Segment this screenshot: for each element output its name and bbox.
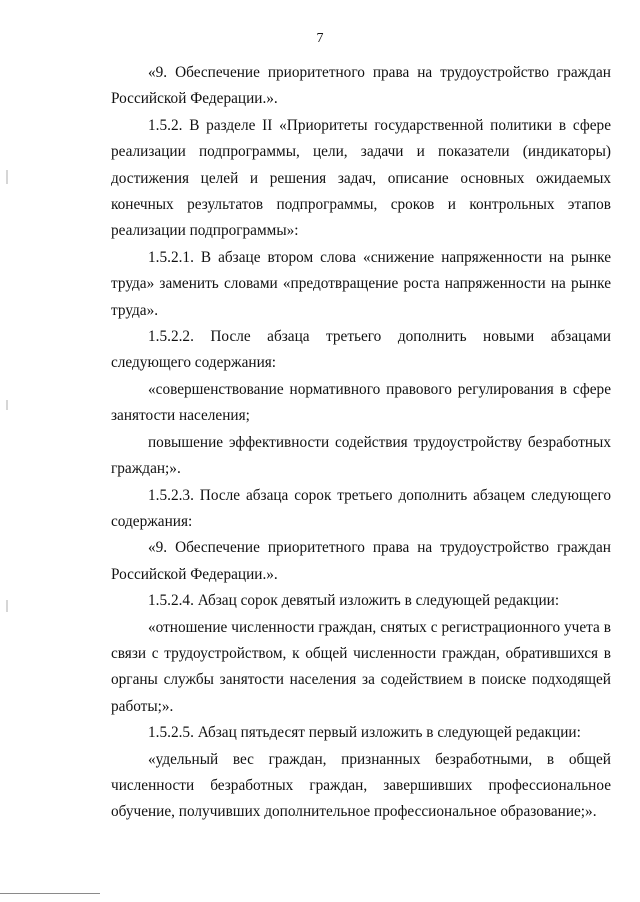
scan-artifact: [6, 170, 8, 184]
paragraph: 1.5.2. В разделе II «Приоритеты государственной политики в сфере реализации подпрограммы, цели, задачи и показатели (индикаторы) достижения целей и решения задач, описание основных ожидаемых конечных результатов подпрограммы, сроков и контрольных этапов реализации подпрограммы»:: [111, 116, 611, 240]
paragraph: 1.5.2.4. Абзац сорок девятый изложить в следующей редакции:: [148, 592, 560, 610]
paragraph: «9. Обеспечение приоритетного права на трудоустройство граждан Российской Федерации.».: [111, 64, 611, 108]
paragraph: 1.5.2.3. После абзаца сорок третьего дополнить абзацем следующего содержания:: [111, 486, 611, 530]
paragraph: повышение эффективности содействия трудоустройству безработных граждан;».: [111, 433, 611, 478]
page-number: 7: [316, 31, 324, 46]
paragraph: «удельный вес граждан, признанных безработными, в общей численности безработных граждан, завершивших профессиональное обучение, получивших дополнительное профессиональное образование;».: [111, 750, 611, 821]
footer-rule: [0, 893, 100, 894]
paragraph: 1.5.2.2. После абзаца третьего дополнить новыми абзацами следующего содержания:: [111, 328, 611, 372]
paragraph: «9. Обеспечение приоритетного права на трудоустройство граждан Российской Федерации.».: [111, 539, 611, 583]
paragraph: «отношение численности граждан, снятых с регистрационного учета в связи с трудоустройством, к общей численности граждан, обратившихся в органы службы занятости населения за содействием в поиске подходящей работы;».: [111, 618, 611, 715]
paragraph: «совершенствование нормативного правового регулирования в сфере занятости населения;: [111, 380, 611, 425]
paragraph: 1.5.2.5. Абзац пятьдесят первый изложить в следующей редакции:: [148, 724, 581, 742]
scan-artifact: [6, 400, 8, 410]
paragraph: 1.5.2.1. В абзаце втором слова «снижение напряженности на рынке труда» заменить словами «предотвращение роста напряженности на рынке труда».: [111, 248, 611, 319]
document-body: [111, 60, 611, 826]
scan-artifact: [6, 600, 8, 612]
